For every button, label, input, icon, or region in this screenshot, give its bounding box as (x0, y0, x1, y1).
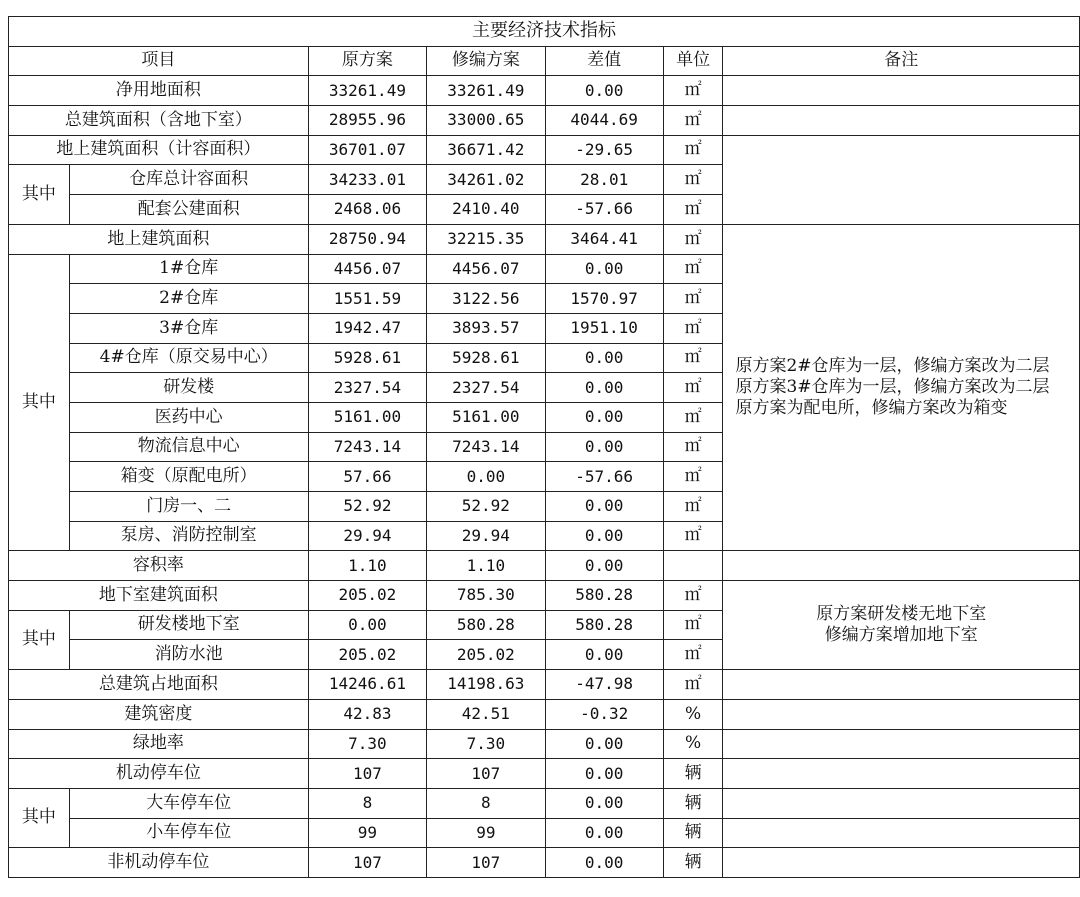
row-revised: 785.30 (427, 581, 545, 611)
basement-note-line: 原方案研发楼无地下室 (816, 603, 987, 624)
row-item: 容积率 (9, 551, 309, 581)
warehouse-note-line: 原方案3#仓库为一层，修编方案改为二层 (735, 376, 1050, 397)
row-original: 2327.54 (308, 373, 426, 403)
row-note-empty (723, 699, 1080, 729)
row-item: 绿地率 (9, 729, 309, 759)
row-unit: ㎡ (663, 254, 723, 284)
row-revised: 52.92 (427, 492, 545, 522)
row-original: 8 (308, 788, 426, 818)
row-diff: 4044.69 (545, 106, 663, 136)
header-diff: 差值 (545, 46, 663, 76)
table-row (9, 670, 1080, 700)
row-note-empty (723, 670, 1080, 700)
row-diff: 0.00 (545, 521, 663, 551)
row-revised: 29.94 (427, 521, 545, 551)
row-diff: 0.00 (545, 640, 663, 670)
group-label: 其中 (9, 788, 70, 847)
row-item: 地上建筑面积（计容面积） (9, 135, 309, 165)
row-original: 2468.06 (308, 195, 426, 225)
table-row (9, 848, 1080, 878)
row-diff: 0.00 (545, 818, 663, 848)
row-note-empty (723, 106, 1080, 136)
row-unit: 辆 (663, 788, 723, 818)
row-unit: ㎡ (663, 610, 723, 640)
row-item: 物流信息中心 (69, 432, 308, 462)
row-unit: % (663, 699, 723, 729)
row-original: 34233.01 (308, 165, 426, 195)
group-label: 其中 (9, 165, 70, 224)
row-diff: 0.00 (545, 848, 663, 878)
row-item: 研发楼地下室 (69, 610, 308, 640)
row-item: 地下室建筑面积 (9, 581, 309, 611)
row-revised: 205.02 (427, 640, 545, 670)
row-revised: 2410.40 (427, 195, 545, 225)
group-label: 其中 (9, 254, 70, 551)
table-row (9, 551, 1080, 581)
row-unit: ㎡ (663, 284, 723, 314)
row-revised: 4456.07 (427, 254, 545, 284)
row-diff: -0.32 (545, 699, 663, 729)
row-unit: ㎡ (663, 343, 723, 373)
row-revised: 580.28 (427, 610, 545, 640)
row-revised: 7243.14 (427, 432, 545, 462)
row-item: 总建筑占地面积 (9, 670, 309, 700)
row-revised: 107 (427, 759, 545, 789)
header-revised: 修编方案 (427, 46, 545, 76)
row-revised: 3122.56 (427, 284, 545, 314)
row-item: 研发楼 (69, 373, 308, 403)
row-original: 5161.00 (308, 402, 426, 432)
row-original: 42.83 (308, 699, 426, 729)
table-title-row (9, 17, 1080, 47)
row-revised: 7.30 (427, 729, 545, 759)
table-row (9, 759, 1080, 789)
table-row (9, 818, 1080, 848)
row-note-empty (723, 788, 1080, 818)
row-revised: 33000.65 (427, 106, 545, 136)
warehouse-note-line: 原方案为配电所，修编方案改为箱变 (735, 398, 1008, 419)
row-diff: 1951.10 (545, 313, 663, 343)
row-revised: 1.10 (427, 551, 545, 581)
row-original: 1551.59 (308, 284, 426, 314)
row-diff: 0.00 (545, 551, 663, 581)
row-diff: 0.00 (545, 254, 663, 284)
row-item: 小车停车位 (69, 818, 308, 848)
row-diff: 3464.41 (545, 224, 663, 254)
row-revised: 14198.63 (427, 670, 545, 700)
row-item: 建筑密度 (9, 699, 309, 729)
row-diff: 0.00 (545, 759, 663, 789)
row-unit: ㎡ (663, 581, 723, 611)
row-unit: ㎡ (663, 432, 723, 462)
row-unit: ㎡ (663, 195, 723, 225)
row-unit: ㎡ (663, 640, 723, 670)
row-unit: ㎡ (663, 521, 723, 551)
row-original: 28750.94 (308, 224, 426, 254)
row-diff: 0.00 (545, 432, 663, 462)
row-item: 门房一、二 (69, 492, 308, 522)
row-unit: ㎡ (663, 165, 723, 195)
row-item: 1#仓库 (69, 254, 308, 284)
row-original: 4456.07 (308, 254, 426, 284)
table-header-row (9, 46, 1080, 76)
row-revised: 3893.57 (427, 313, 545, 343)
row-note-empty (723, 135, 1080, 224)
table-row (9, 729, 1080, 759)
row-revised: 107 (427, 848, 545, 878)
row-note-empty (723, 818, 1080, 848)
row-original: 7.30 (308, 729, 426, 759)
row-unit: ㎡ (663, 76, 723, 106)
table-row (9, 581, 1080, 611)
row-original: 0.00 (308, 610, 426, 640)
table-row (9, 788, 1080, 818)
row-original: 52.92 (308, 492, 426, 522)
table-title: 主要经济技术指标 (9, 17, 1080, 47)
row-original: 205.02 (308, 581, 426, 611)
row-revised: 99 (427, 818, 545, 848)
row-original: 33261.49 (308, 76, 426, 106)
row-original: 1.10 (308, 551, 426, 581)
row-note-empty (723, 551, 1080, 581)
row-diff: 0.00 (545, 343, 663, 373)
row-diff: 0.00 (545, 729, 663, 759)
row-original: 5928.61 (308, 343, 426, 373)
header-unit: 单位 (663, 46, 723, 76)
table-row (9, 699, 1080, 729)
row-revised: 42.51 (427, 699, 545, 729)
row-unit (663, 551, 723, 581)
row-revised: 32215.35 (427, 224, 545, 254)
row-revised: 2327.54 (427, 373, 545, 403)
row-unit: 辆 (663, 848, 723, 878)
basement-note (723, 581, 1080, 670)
row-original: 36701.07 (308, 135, 426, 165)
row-revised: 34261.02 (427, 165, 545, 195)
row-item: 消防水池 (69, 640, 308, 670)
row-original: 1942.47 (308, 313, 426, 343)
group-label: 其中 (9, 610, 70, 669)
row-original: 99 (308, 818, 426, 848)
row-revised: 8 (427, 788, 545, 818)
row-item: 2#仓库 (69, 284, 308, 314)
row-unit: ㎡ (663, 373, 723, 403)
row-original: 107 (308, 759, 426, 789)
row-diff: 580.28 (545, 610, 663, 640)
row-item: 地上建筑面积 (9, 224, 309, 254)
row-revised: 33261.49 (427, 76, 545, 106)
row-original: 7243.14 (308, 432, 426, 462)
basement-note-line: 修编方案增加地下室 (824, 625, 978, 646)
row-item: 大车停车位 (69, 788, 308, 818)
row-item: 机动停车位 (9, 759, 309, 789)
row-note-empty (723, 848, 1080, 878)
row-original: 29.94 (308, 521, 426, 551)
row-original: 205.02 (308, 640, 426, 670)
table-row (9, 76, 1080, 106)
row-revised: 5161.00 (427, 402, 545, 432)
table-row (9, 224, 1080, 254)
row-original: 57.66 (308, 462, 426, 492)
warehouse-note-line: 原方案2#仓库为一层，修编方案改为二层 (735, 355, 1050, 376)
row-item: 3#仓库 (69, 313, 308, 343)
economic-indicators-table (8, 16, 1080, 878)
row-diff: -57.66 (545, 195, 663, 225)
row-item: 医药中心 (69, 402, 308, 432)
row-item: 配套公建面积 (69, 195, 308, 225)
row-note-empty (723, 76, 1080, 106)
row-revised: 36671.42 (427, 135, 545, 165)
row-item: 泵房、消防控制室 (69, 521, 308, 551)
row-diff: 0.00 (545, 373, 663, 403)
row-unit: ㎡ (663, 462, 723, 492)
row-revised: 5928.61 (427, 343, 545, 373)
row-diff: 0.00 (545, 402, 663, 432)
row-diff: -47.98 (545, 670, 663, 700)
row-diff: 1570.97 (545, 284, 663, 314)
row-item: 箱变（原配电所） (69, 462, 308, 492)
header-note: 备注 (723, 46, 1080, 76)
row-unit: % (663, 729, 723, 759)
row-unit: ㎡ (663, 313, 723, 343)
row-unit: 辆 (663, 818, 723, 848)
row-diff: -29.65 (545, 135, 663, 165)
header-item: 项目 (9, 46, 309, 76)
row-unit: ㎡ (663, 106, 723, 136)
row-item: 总建筑面积（含地下室） (9, 106, 309, 136)
row-diff: 28.01 (545, 165, 663, 195)
row-diff: 0.00 (545, 788, 663, 818)
row-note-empty (723, 729, 1080, 759)
row-original: 14246.61 (308, 670, 426, 700)
row-diff: 0.00 (545, 492, 663, 522)
row-unit: ㎡ (663, 492, 723, 522)
row-diff: 0.00 (545, 76, 663, 106)
header-original: 原方案 (308, 46, 426, 76)
row-note-empty (723, 759, 1080, 789)
row-unit: ㎡ (663, 402, 723, 432)
row-item: 4#仓库（原交易中心） (69, 343, 308, 373)
row-original: 28955.96 (308, 106, 426, 136)
row-unit: ㎡ (663, 135, 723, 165)
row-item: 净用地面积 (9, 76, 309, 106)
row-revised: 0.00 (427, 462, 545, 492)
row-unit: ㎡ (663, 670, 723, 700)
row-diff: 580.28 (545, 581, 663, 611)
warehouse-note (723, 224, 1080, 551)
row-original: 107 (308, 848, 426, 878)
row-diff: -57.66 (545, 462, 663, 492)
row-item: 仓库总计容面积 (69, 165, 308, 195)
row-unit: ㎡ (663, 224, 723, 254)
table-row (9, 135, 1080, 165)
row-item: 非机动停车位 (9, 848, 309, 878)
table-row (9, 106, 1080, 136)
row-unit: 辆 (663, 759, 723, 789)
